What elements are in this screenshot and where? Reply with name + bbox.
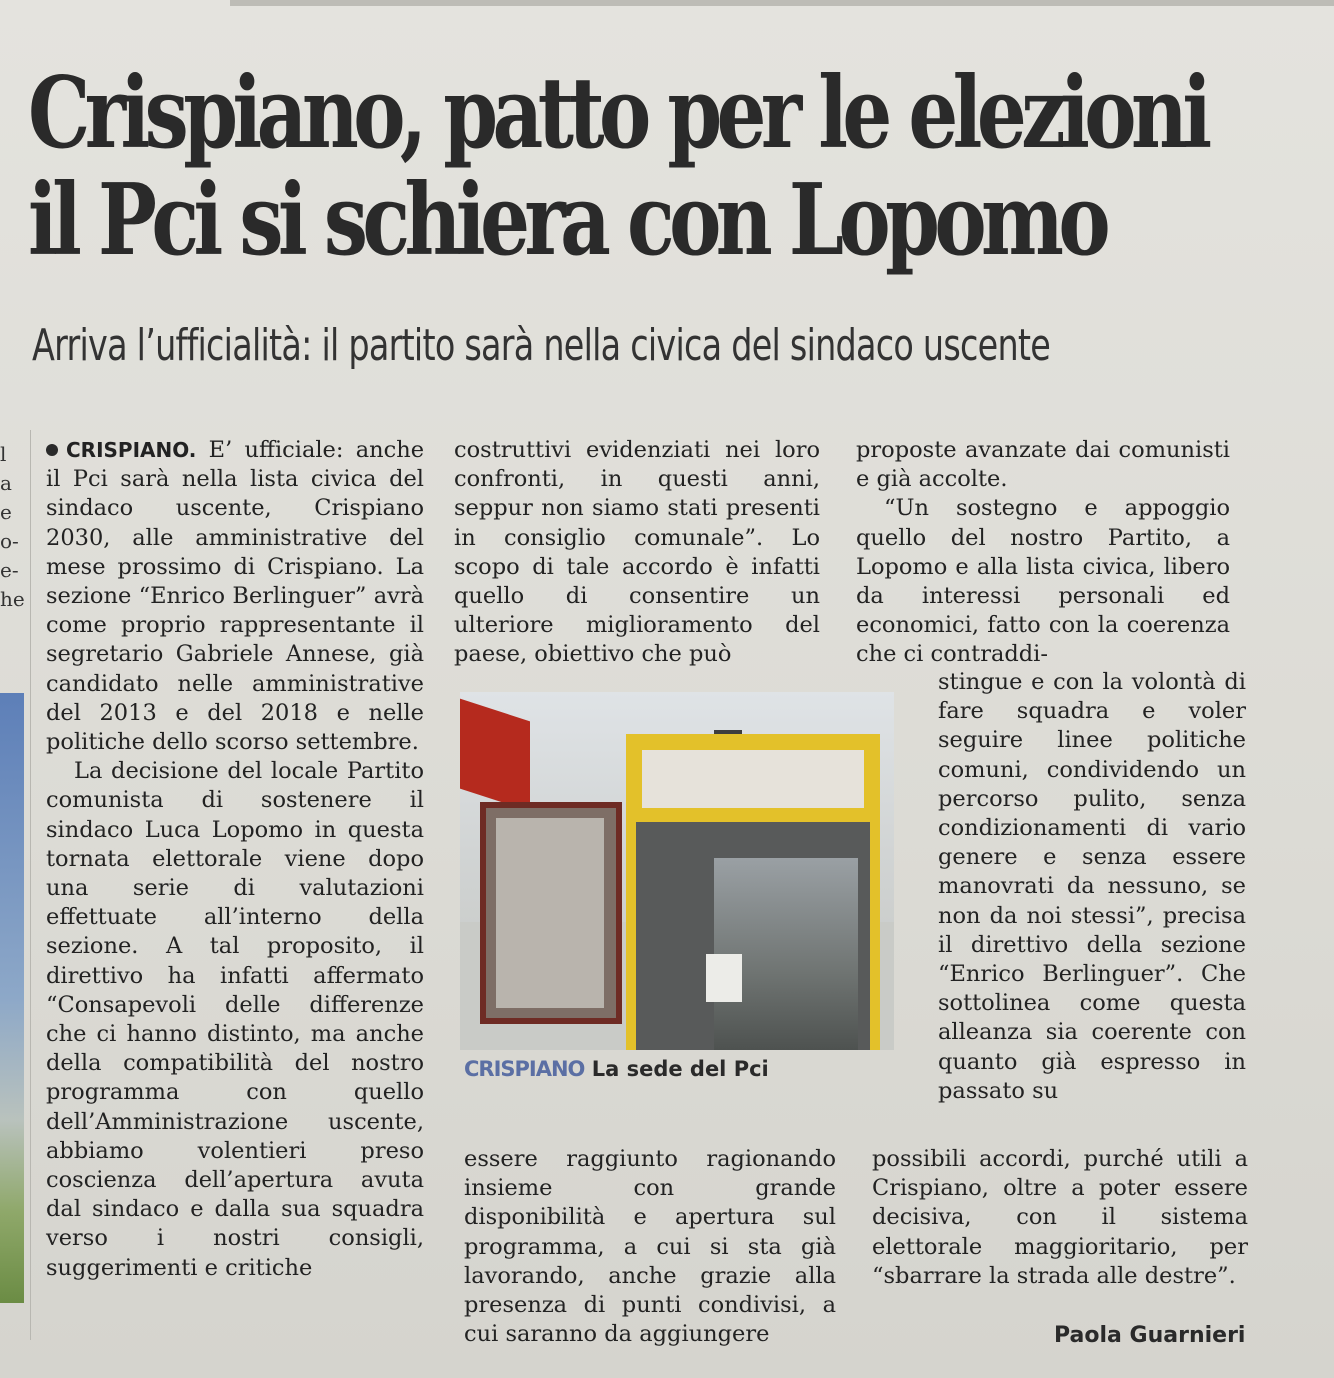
headline-line-1: Crispiano, patto per le elezioni <box>28 56 1207 171</box>
dateline: CRISPIANO. <box>66 438 197 462</box>
article-paragraph: costruttivi evidenziati nei loro confronti, in questi anni, seppur non siamo stati presenti in consiglio comunale”. Lo scopo di tale accordo è infatti quello di consentire un ulteriore miglioramento del paese, obiettivo che può <box>454 437 820 668</box>
byline: Paola Guarnieri <box>1054 1323 1246 1348</box>
adjacent-article-fragment: l a e o- e- he <box>0 442 25 611</box>
subheadline: Arriva l’ufficialità: il partito sarà nella civica del sindaco uscente <box>32 320 1051 371</box>
article-photo <box>460 692 894 1050</box>
door-notice <box>706 954 742 1002</box>
article-column-3-top <box>856 436 1230 670</box>
article-paragraph: stingue e con la volontà di fare squadra e voler seguire linee politiche comuni, condividendo un percorso pulito, senza condizionamenti di vario genere e senza essere manovrati da nessuno, se non da noi stessi”, precisa il direttivo della sezione “Enrico Berlinguer”. Che sottolinea come questa alleanza sia coerente con quanto già espresso in passato su <box>938 669 1246 1104</box>
photo-caption <box>464 1057 769 1081</box>
article-column-2-top <box>454 436 820 670</box>
article-paragraph: CRISPIANO. E’ ufficiale: anche il Pci sarà nella lista civica del sindaco uscente, Crispiano 2030, alle amministrative del mese prossimo di Crispiano. La sezione “Enrico Berlinguer” avrà come proprio rappresentante il segretario Gabriele Annese, già candidato nelle amministrative del 2013 e del 2018 e nelle politiche dello scorso settembre. <box>46 437 425 756</box>
party-sign <box>642 750 864 808</box>
article-column-3-middle <box>938 668 1246 1106</box>
article-paragraph: La decisione del locale Partito comunista di sostenere il sindaco Luca Lopomo in questa tornata elettorale viene dopo una serie di valutazioni effettuate all’interno della sezione. A tal proposito, il direttivo ha infatti affermato “Consapevoli delle differenze che ci hanno distinto, ma anche della compatibilità del nostro programma con quello dell’Amministrazione uscente, abbiamo volentieri preso coscienza dell’apertura avuta dal sindaco e dalla sua squadra verso i nostri consigli, suggerimenti e critiche <box>46 758 424 1281</box>
article-column-3-bottom <box>872 1145 1248 1291</box>
adjacent-photo-fragment <box>0 693 24 1303</box>
headline <box>28 56 1207 278</box>
top-border-strip <box>230 0 1334 6</box>
yellow-door-frame <box>626 734 880 1050</box>
noticeboard <box>480 802 622 1024</box>
article-paragraph: “Un sostegno e appoggio quello del nostro Partito, a Lopomo e alla lista civica, libero da interessi personali ed economici, fatto con la coerenza che ci contraddi- <box>856 495 1230 668</box>
bullet-dot-icon <box>46 444 58 456</box>
door <box>636 822 870 1050</box>
column-divider <box>30 430 31 1340</box>
article-column-1 <box>46 436 424 1283</box>
article-column-2-bottom <box>464 1145 836 1349</box>
caption-tag: CRISPIANO <box>464 1057 585 1081</box>
caption-text: La sede del Pci <box>591 1057 769 1081</box>
headline-line-2: il Pci si schiera con Lopomo <box>28 163 1106 278</box>
article-paragraph: essere raggiunto ragionando insieme con grande disponibilità e apertura sul programma, a cui si sta già lavorando, anche grazie alla presenza di punti condivisi, a cui saranno da aggiungere <box>464 1146 836 1348</box>
article-paragraph: possibili accordi, purché utili a Crispiano, oltre a poter essere decisiva, con il sistema elettorale maggioritario, per “sbarrare la strada alle destre”. <box>872 1146 1248 1289</box>
article-paragraph: proposte avanzate dai comunisti e già accolte. <box>856 437 1230 493</box>
